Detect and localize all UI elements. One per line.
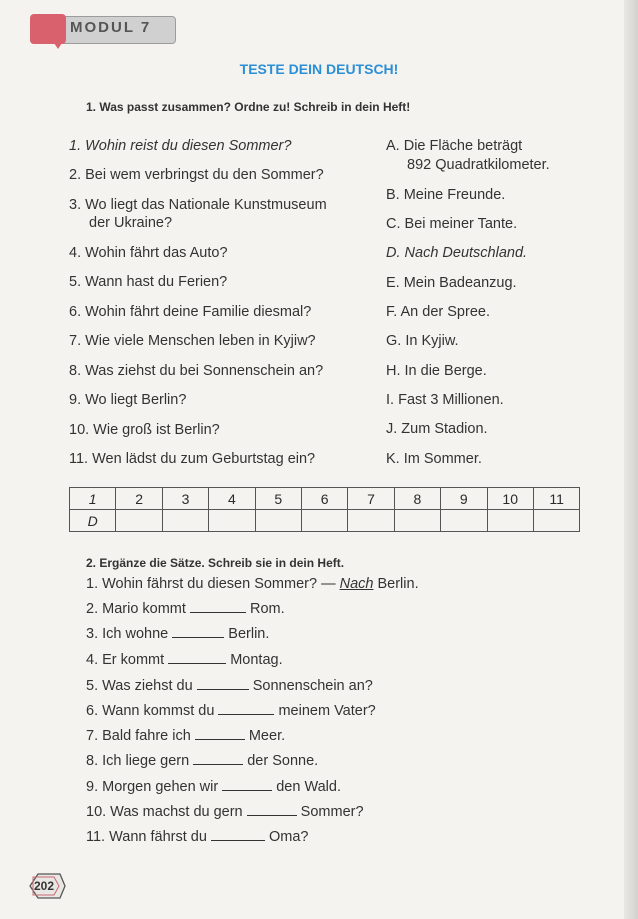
answer-g: G. In Kyjiw. — [386, 333, 459, 349]
answer-blank — [247, 803, 297, 816]
sentence-1-end: Berlin. — [373, 576, 419, 592]
sentence-start: 7. Bald fahre ich — [86, 728, 195, 744]
sentence-1 — [86, 575, 419, 593]
sentence-start: 8. Ich liege gern — [86, 753, 194, 769]
grid-answer-cell — [116, 510, 162, 532]
answer-blank — [168, 651, 226, 664]
question-3: 3. Wo liegt das Nationale Kunstmuseum — [69, 197, 327, 213]
answer-f: F. An der Spree. — [386, 304, 490, 320]
answer-blank — [195, 727, 245, 740]
question-7: 7. Wie viele Menschen leben in Kyjiw? — [69, 333, 316, 349]
answer-blank — [222, 778, 272, 791]
sentence-8 — [86, 752, 318, 770]
question-3-cont: der Ukraine? — [89, 215, 173, 231]
grid-answer-row — [70, 510, 580, 532]
grid-header-cell: 4 — [209, 488, 255, 510]
grid-header-cell: 6 — [301, 488, 347, 510]
question-6: 6. Wohin fährt deine Familie diesmal? — [69, 304, 312, 320]
grid-answer-cell — [487, 510, 533, 532]
grid-answer-cell — [209, 510, 255, 532]
sentence-end: Montag. — [226, 652, 283, 668]
question-4: 4. Wohin fährt das Auto? — [69, 245, 228, 261]
sentence-end: den Wald. — [272, 779, 341, 795]
question-5: 5. Wann hast du Ferien? — [69, 274, 228, 290]
sentence-start: 6. Wann kommst du — [86, 703, 219, 719]
sentence-start: 9. Morgen gehen wir — [86, 779, 223, 795]
sentence-11 — [86, 828, 308, 846]
sentence-4 — [86, 651, 283, 669]
question-8: 8. Was ziehst du bei Sonnenschein an? — [69, 363, 324, 379]
answer-d: D. Nach Deutschland. — [386, 245, 528, 261]
sentence-end: Rom. — [245, 601, 285, 617]
grid-answer-cell — [394, 510, 440, 532]
sentence-end: Sommer? — [296, 804, 364, 820]
answer-b: B. Meine Freunde. — [386, 187, 506, 203]
answer-e: E. Mein Badeanzug. — [386, 275, 517, 291]
grid-answer-cell — [533, 510, 579, 532]
sentence-end: der Sonne. — [243, 753, 319, 769]
sentence-1-start: 1. Wohin fährst du diesen Sommer? — — [86, 576, 340, 592]
sentence-start: 4. Er kommt — [86, 652, 169, 668]
grid-header-cell: 8 — [394, 488, 440, 510]
grid-answer-cell — [441, 510, 487, 532]
answer-blank — [197, 677, 249, 690]
grid-header-cell: 11 — [533, 488, 579, 510]
answer-a-cont: 892 Quadratkilometer. — [407, 157, 550, 173]
grid-header-cell: 3 — [162, 488, 208, 510]
answer-h: H. In die Berge. — [386, 363, 487, 379]
task1-heading: 1. Was passt zusammen? Ordne zu! Schreib in dein Heft! — [86, 100, 411, 114]
answer-k: K. Im Sommer. — [386, 451, 482, 467]
answer-a: A. Die Fläche beträgt — [386, 138, 523, 154]
grid-header-cell: 2 — [116, 488, 162, 510]
sentence-start: 5. Was ziehst du — [86, 678, 197, 694]
question-9: 9. Wo liegt Berlin? — [69, 392, 187, 408]
sentence-9 — [86, 778, 341, 796]
question-10: 10. Wie groß ist Berlin? — [69, 422, 220, 438]
grid-answer-cell — [162, 510, 208, 532]
page-edge-shadow — [624, 0, 638, 919]
answer-blank — [193, 752, 243, 765]
question-1: 1. Wohin reist du diesen Sommer? — [69, 138, 292, 154]
sentence-end: Sonnenschein an? — [248, 678, 373, 694]
grid-answer-cell — [348, 510, 394, 532]
grid-header-cell: 9 — [441, 488, 487, 510]
sentence-start: 11. Wann fährst du — [86, 829, 211, 845]
grid-answer-cell: D — [70, 510, 116, 532]
page-title: TESTE DEIN DEUTSCH! — [239, 61, 399, 77]
module-badge-tail — [52, 40, 64, 49]
grid-header-row — [70, 488, 580, 510]
sentence-5 — [86, 677, 373, 695]
sentence-3 — [86, 625, 269, 643]
sentence-end: Berlin. — [224, 626, 270, 642]
task2-heading: 2. Ergänze die Sätze. Schreib sie in dein Heft. — [86, 556, 345, 570]
sentence-7 — [86, 727, 285, 745]
sentence-6 — [86, 702, 376, 720]
sentence-end: Oma? — [264, 829, 309, 845]
grid-answer-cell — [301, 510, 347, 532]
page-number: 202 — [34, 879, 55, 893]
answer-grid — [69, 487, 580, 532]
answer-blank — [218, 702, 274, 715]
answer-i: I. Fast 3 Millionen. — [386, 392, 504, 408]
answer-c: C. Bei meiner Tante. — [386, 216, 518, 232]
grid-header-cell: 7 — [348, 488, 394, 510]
answer-blank — [211, 828, 265, 841]
sentence-10 — [86, 803, 364, 821]
sentence-end: Meer. — [244, 728, 286, 744]
grid-header-cell: 10 — [487, 488, 533, 510]
answer-j: J. Zum Stadion. — [386, 421, 488, 437]
sentence-start: 3. Ich wohne — [86, 626, 173, 642]
sentence-start: 10. Was machst du gern — [86, 804, 247, 820]
answer-blank — [190, 600, 246, 613]
question-2: 2. Bei wem verbringst du den Sommer? — [69, 167, 324, 183]
grid-answer-cell — [255, 510, 301, 532]
sentence-start: 2. Mario kommt — [86, 601, 190, 617]
question-11: 11. Wen lädst du zum Geburtstag ein? — [69, 451, 316, 467]
sentence-end: meinem Vater? — [274, 703, 376, 719]
sentence-1-answer: Nach — [339, 576, 374, 592]
module-label: MODUL 7 — [70, 19, 152, 36]
sentence-2 — [86, 600, 285, 618]
grid-header-cell: 1 — [70, 488, 116, 510]
grid-header-cell: 5 — [255, 488, 301, 510]
answer-blank — [172, 625, 224, 638]
